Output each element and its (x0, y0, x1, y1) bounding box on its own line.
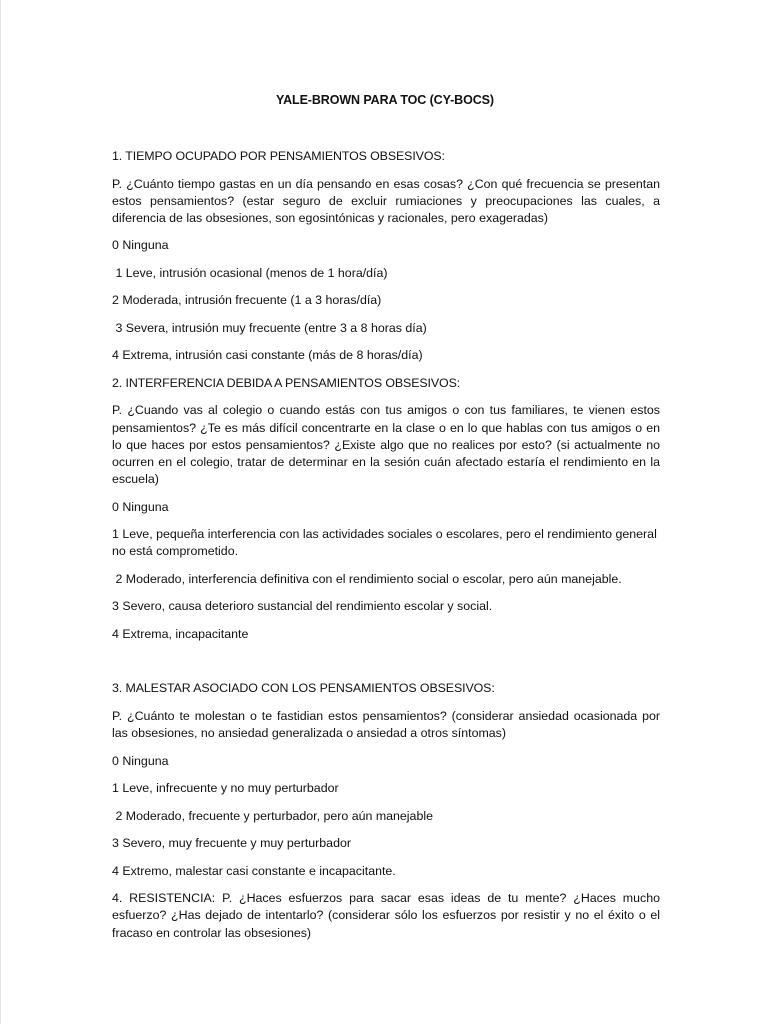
section-1-option-3: 3 Severa, intrusión muy frecuente (entre 3 a 8 horas día) (112, 320, 427, 335)
section-spacer (112, 653, 660, 680)
section-3-option-0: 0 Ninguna (112, 753, 169, 768)
section-2-question: P. ¿Cuando vas al colegio o cuando estás con tus amigos o con tus familiares, te vienen estos pensamientos? ¿Te es más difícil concentrarte en la clase o en lo que hablas con tus amigos o en lo que haces por estos pensamientos? ¿Existe algo que no realices por esto? (si actualmente no ocurren en el colegio, tratar de determinar en la sesión cuán afectado estaría el rendimiento en la escuela) (112, 403, 660, 487)
section-3-heading: 3. MALESTAR ASOCIADO CON LOS PENSAMIENTOS OBSESIVOS: (112, 681, 495, 696)
section-3-option-3: 3 Severo, muy frecuente y muy perturbador (112, 836, 351, 851)
section-2-option-0: 0 Ninguna (112, 499, 169, 514)
section-1-option-2: 2 Moderada, intrusión frecuente (1 a 3 horas/día) (112, 293, 382, 308)
section-2-option-4: 4 Extrema, incapacitante (112, 626, 249, 641)
section-4-text: 4. RESISTENCIA: P. ¿Haces esfuerzos para sacar esas ideas de tu mente? ¿Haces mucho esfuerzo? ¿Has dejado de intentarlo? (considerar sólo los esfuerzos por resistir y no el éxito o el fracaso en controlar las obsesiones) (112, 891, 660, 940)
section-1-option-1: 1 Leve, intrusión ocasional (menos de 1 hora/día) (112, 265, 388, 280)
section-2-option-3: 3 Severo, causa deterioro sustancial del rendimiento escolar y social. (112, 599, 493, 614)
document-body (112, 148, 660, 952)
section-1-heading: 1. TIEMPO OCUPADO POR PENSAMIENTOS OBSESIVOS: (112, 149, 445, 163)
section-2-option-1: 1 Leve, pequeña interferencia con las actividades sociales o escolares, pero el rendimiento general no está comprometido. (112, 527, 657, 559)
section-1-question: P. ¿Cuánto tiempo gastas en un día pensando en esas cosas? ¿Con qué frecuencia se presentan estos pensamientos? (estar seguro de excluir rumiaciones y preocupaciones las cuales, a diferencia de las obsesiones, son egosintónicas y racionales, pero exageradas) (112, 176, 660, 225)
section-1-option-0: 0 Ninguna (112, 238, 169, 253)
section-1-option-4: 4 Extrema, intrusión casi constante (más de 8 horas/día) (112, 348, 423, 363)
section-3-option-1: 1 Leve, infrecuente y no muy perturbador (112, 781, 339, 796)
section-2-heading: 2. INTERFERENCIA DEBIDA A PENSAMIENTOS OBSESIVOS: (112, 375, 461, 390)
document-title: YALE-BROWN PARA TOC (CY-BOCS) (276, 93, 494, 107)
section-3-option-4: 4 Extremo, malestar casi constante e incapacitante. (112, 863, 396, 878)
section-3-option-2: 2 Moderado, frecuente y perturbador, pero aún manejable (112, 808, 433, 823)
section-2-option-2: 2 Moderado, interferencia definitiva con el rendimiento social o escolar, pero aún manejable. (112, 571, 622, 586)
section-3-question: P. ¿Cuánto te molestan o te fastidian estos pensamientos? (considerar ansiedad ocasionada por las obsesiones, no ansiedad generalizada o ansiedad a otros síntomas) (112, 708, 660, 741)
